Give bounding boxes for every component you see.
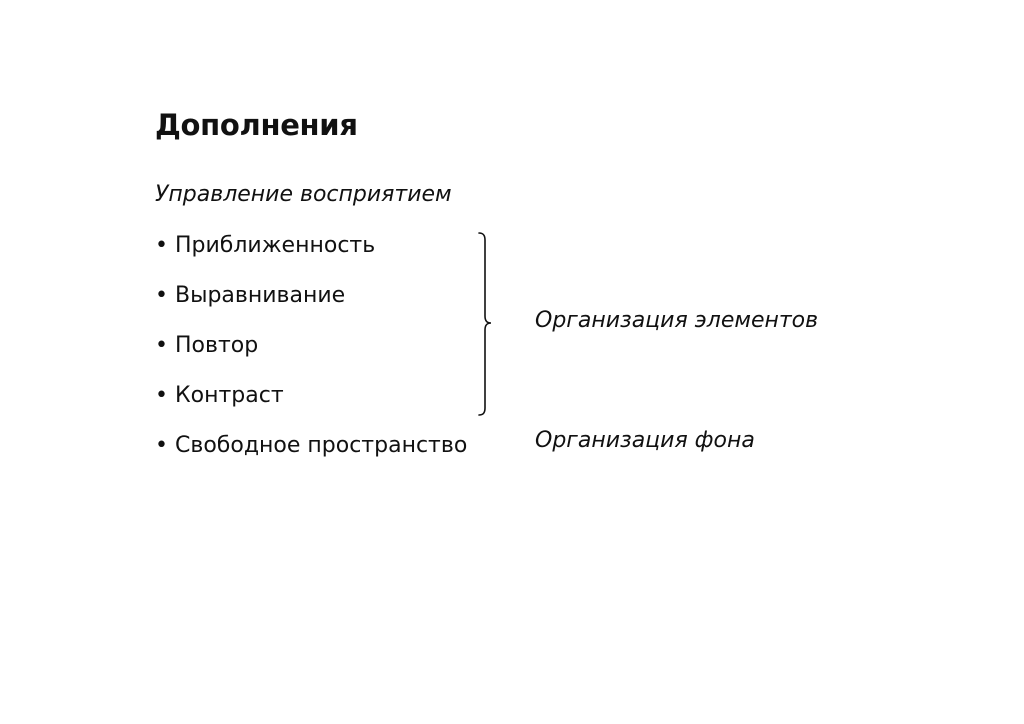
- list-item-label: Приближенность: [175, 233, 376, 258]
- list-item: [155, 280, 467, 330]
- right-brace-icon: [478, 232, 496, 416]
- list-item: [155, 430, 467, 480]
- list-item: [155, 230, 467, 280]
- bullet-icon: •: [155, 383, 168, 408]
- bullet-icon: •: [155, 283, 168, 308]
- list-item-label: Контраст: [175, 383, 284, 408]
- slide-title: Дополнения: [155, 108, 358, 142]
- group-label-background: Организация фона: [535, 428, 755, 453]
- list-item: [155, 330, 467, 380]
- list-item-label: Выравнивание: [175, 283, 346, 308]
- list-item-label: Свободное пространство: [175, 433, 468, 458]
- bullet-list: [155, 230, 467, 480]
- bullet-icon: •: [155, 233, 168, 258]
- slide-subtitle: Управление восприятием: [155, 182, 452, 207]
- list-item: [155, 380, 467, 430]
- bullet-icon: •: [155, 433, 168, 458]
- bullet-icon: •: [155, 333, 168, 358]
- list-item-label: Повтор: [175, 333, 259, 358]
- group-label-elements: Организация элементов: [535, 308, 819, 333]
